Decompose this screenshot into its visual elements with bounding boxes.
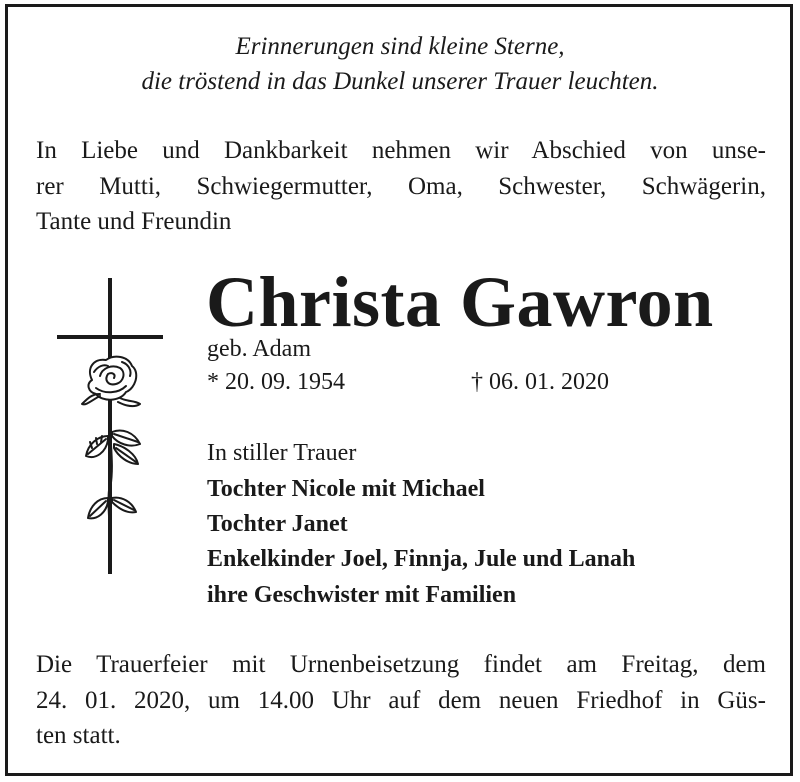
funeral-line-2: 24. 01. 2020, um 14.00 Uhr auf dem neuen Friedhof in Güs-: [36, 687, 766, 714]
mourner-line: ihre Geschwister mit Familien: [207, 582, 517, 608]
mourner-line: Tochter Janet: [207, 511, 348, 537]
birth-date: * 20. 09. 1954: [207, 369, 345, 395]
poem-line-2: die tröstend in das Dunkel unserer Trauer leuchten.: [141, 68, 659, 95]
mourner-line: Tochter Nicole mit Michael: [207, 476, 485, 502]
death-date: † 06. 01. 2020: [471, 369, 609, 395]
rose-icon: [82, 357, 140, 548]
mourners-heading: In stiller Trauer: [207, 440, 357, 466]
cross-rose-emblem: [52, 276, 168, 576]
deceased-name: Christa Gawron: [206, 262, 714, 342]
intro-line-2: rer Mutti, Schwiegermutter, Oma, Schwester, Schwägerin,: [36, 173, 766, 200]
birth-name: geb. Adam: [207, 336, 311, 362]
funeral-line-3: ten statt.: [36, 722, 121, 749]
intro-line-3: Tante und Freundin: [36, 208, 232, 235]
poem-line-1: Erinnerungen sind kleine Sterne,: [235, 33, 565, 60]
mourner-line: Enkelkinder Joel, Finnja, Jule und Lanah: [207, 546, 636, 572]
intro-line-1: In Liebe und Dankbarkeit nehmen wir Abschied von unse-: [36, 137, 766, 164]
funeral-line-1: Die Trauerfeier mit Urnenbeisetzung findet am Freitag, dem: [36, 651, 766, 678]
